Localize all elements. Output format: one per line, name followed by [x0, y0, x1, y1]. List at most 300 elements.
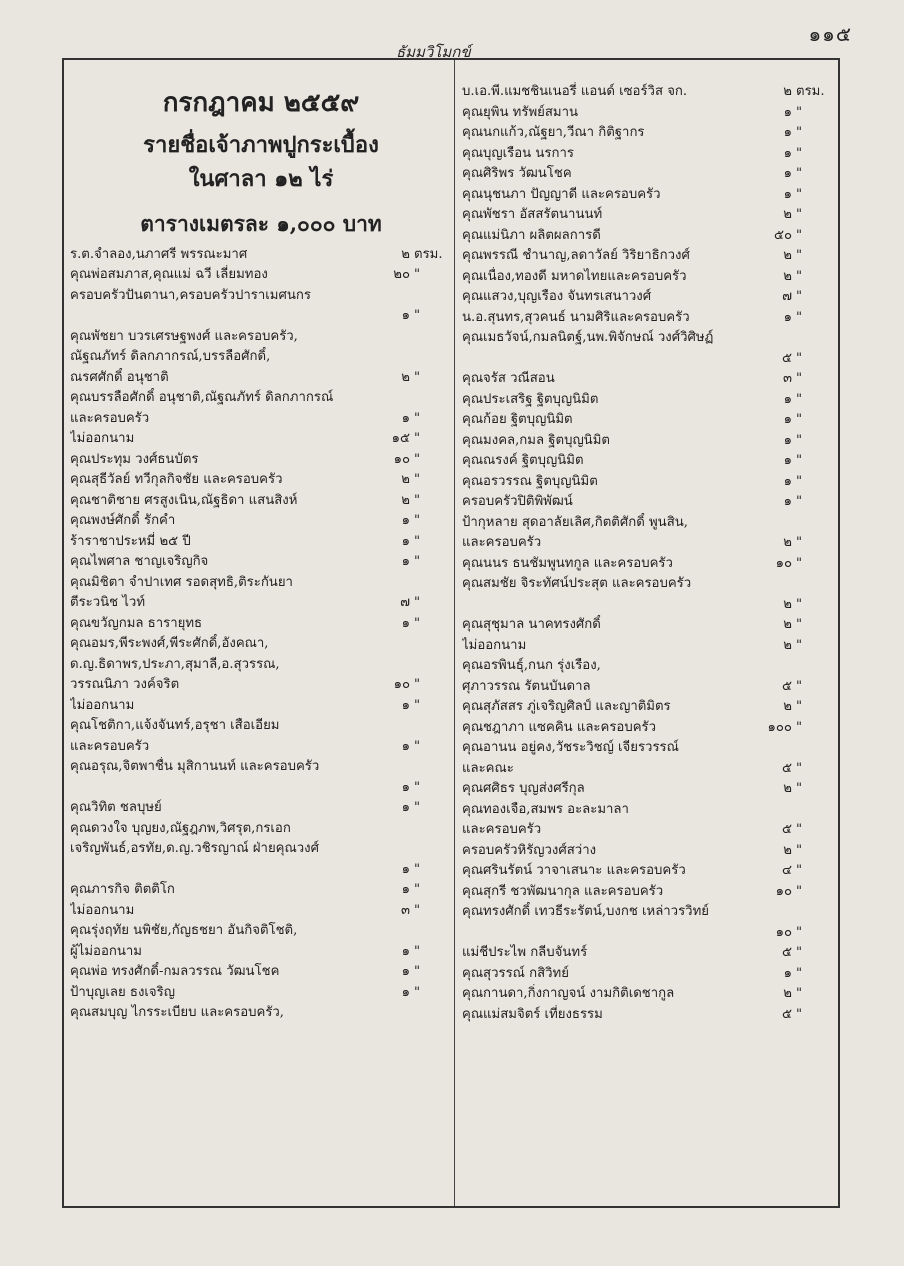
donor-unit: " [414, 492, 421, 508]
donor-amount: ๑๐ [393, 451, 410, 467]
donor-name: ครอบครัวหิรัญวงศ์สว่าง [462, 842, 597, 858]
donor-unit: ตรม. [414, 246, 443, 262]
donor-unit: " [796, 494, 803, 509]
donor-name: คุณกานดา,กิ่งกาญจน์ งามกิติเดชากูล [462, 986, 675, 1001]
donor-entry [70, 696, 452, 717]
donor-unit: " [414, 431, 421, 447]
donor-unit: " [796, 596, 803, 612]
donor-name: ป้ากุหลาย สุดอาลัยเลิศ,กิตติศักดิ์ พูนสิน, [462, 514, 688, 530]
donor-entry [462, 205, 834, 226]
donor-entry [462, 759, 834, 780]
donor-unit: " [796, 719, 803, 735]
donor-entry [70, 634, 452, 655]
donor-name: ณรศศักดิ์ อนุชาติ [70, 369, 169, 385]
donor-unit: " [414, 451, 421, 467]
donor-amount: ๗ [400, 595, 410, 611]
donor-name: คุณนกแก้ว,ณัฐยา,วีณา กิติฐากร [462, 125, 645, 140]
donor-name: ไม่ออกนาม [70, 697, 135, 713]
donor-amount: ๑ [401, 308, 410, 324]
donor-unit: " [414, 554, 421, 570]
donor-name: คุณแม่นิภา ผลิตผลการดี [462, 227, 601, 243]
donor-entry [70, 901, 452, 922]
donor-entry [70, 429, 452, 450]
donor-entry [462, 287, 834, 308]
donor-entry [462, 246, 834, 267]
donor-entry [462, 841, 834, 862]
donor-name: คุณบรรลือศักดิ์ อนุชาติ,ณัฐณภัทร์ ดิลกภากรณ์ [70, 390, 334, 406]
donor-unit: " [796, 473, 803, 489]
donor-amount: ๓ [782, 371, 792, 386]
donor-unit: " [796, 637, 803, 653]
running-header: ธัมมวิโมกข์ [396, 43, 471, 61]
donor-unit: " [414, 984, 421, 1000]
donor-entry [462, 185, 834, 206]
donor-name: คุณขวัญกมล ธารายุทธ [70, 615, 203, 631]
donor-entry [462, 164, 834, 185]
donor-entry [462, 492, 834, 513]
donor-name: ครอบครัวปิติพิพัฒน์ [462, 494, 573, 509]
donor-name: คุณก้อย ฐิตบุญนิมิต [462, 412, 573, 427]
donor-amount: ๒ [401, 492, 410, 508]
donor-entry [70, 757, 452, 778]
donor-entry [70, 450, 452, 471]
donor-name: คุณเนื่อง,ทองดี มหาดไทยและครอบครัว [462, 268, 687, 284]
donor-name: คุณอรพินธุ์,กนก รุ่งเรือง, [462, 658, 601, 673]
donor-unit: " [414, 861, 421, 877]
donor-list-frame [62, 58, 840, 1208]
donor-unit: " [414, 410, 421, 426]
donor-entry [70, 962, 452, 983]
donor-entry [462, 472, 834, 493]
donor-name: คุณโชติกา,แจ้งจันทร์,อรุชา เสือเอียม [70, 718, 280, 734]
donor-entry [70, 778, 452, 799]
donor-name: คุณภารกิจ ติตติโก [70, 882, 175, 898]
donor-name: คุณประเสริฐ ฐิตบุญนิมิต [462, 391, 599, 407]
donor-amount: ๑๐ [775, 883, 792, 899]
donor-amount: ๑ [783, 432, 792, 448]
donor-unit: " [796, 289, 803, 304]
donor-entry [70, 491, 452, 512]
donor-name: ป้าบุญเลย ธงเจริญ [70, 984, 175, 1000]
donor-amount: ๒ [401, 472, 410, 488]
donor-name: ผู้ไม่ออกนาม [70, 943, 142, 959]
donor-name: และครอบครัว [70, 738, 150, 754]
donor-name: คุณสุกรี ชวพัฒนากุล และครอบครัว [462, 883, 664, 899]
donor-amount: ๕ [782, 822, 792, 837]
donor-unit: " [414, 677, 421, 693]
donor-entry [70, 245, 452, 266]
right-donor-list [462, 82, 834, 1025]
left-donor-list [70, 245, 452, 1024]
donor-amount: ๗ [782, 289, 792, 304]
donor-amount: ๒ [783, 596, 792, 612]
donor-name: คุณพงษ์ศักดิ์ รักคำ [70, 513, 176, 529]
donor-amount: ๒ [783, 637, 792, 653]
donor-amount: ๒ [783, 535, 792, 550]
donor-amount: ๑ [401, 984, 410, 1000]
donor-amount: ๑ [783, 494, 792, 509]
donor-entry [462, 82, 834, 103]
donor-entry [462, 779, 834, 800]
donor-unit: ตรม. [796, 84, 825, 99]
donor-entry [462, 882, 834, 903]
donor-unit: " [414, 533, 421, 549]
donor-amount: ๕ [782, 760, 792, 776]
donor-name: คุณศิริพร วัฒนโชค [462, 166, 572, 181]
donor-entry [70, 327, 452, 348]
donor-name: คุณนนร ธนชัมพูนทกูล และครอบครัว [462, 555, 673, 571]
donor-entry [70, 552, 452, 573]
donor-unit: " [796, 145, 803, 161]
donor-unit: " [796, 125, 803, 140]
donor-entry [462, 595, 834, 616]
donor-name: ครอบครัวปันตานา,ครอบครัวปาราเมศนกร [70, 287, 311, 303]
donor-amount: ๑๐ [393, 677, 410, 693]
donor-name: น.อ.สุนทร,สุวคนธ์ นามศิริและครอบครัว [462, 309, 690, 325]
month-title: กรกฎาคม ๒๕๕๙ [162, 88, 360, 118]
donor-amount: ๒๐ [393, 267, 410, 283]
donor-entry [462, 677, 834, 698]
donor-entry [70, 860, 452, 881]
donor-unit: " [414, 308, 421, 324]
donor-entry [462, 410, 834, 431]
donor-unit: " [796, 883, 803, 899]
donor-name: คุณเมธวัจน์,กมลนิตฐ์,นพ.พิจักษณ์ วงศ์วิศิษฏ์ [462, 330, 714, 345]
donor-name: ไม่ออกนาม [70, 431, 135, 447]
donor-entry [462, 554, 834, 575]
donor-amount: ๑ [401, 513, 410, 529]
donor-amount: ๕ [782, 945, 792, 960]
donor-amount: ๒ [783, 842, 792, 858]
donor-entry [462, 1005, 834, 1026]
donor-amount: ๑ [783, 104, 792, 120]
donor-unit: " [414, 513, 421, 529]
donor-unit: " [796, 309, 803, 325]
donor-amount: ๒ [783, 268, 792, 284]
donor-amount: ๒ [783, 84, 792, 99]
donor-name: ศุภาวรรณ รัตนบันดาล [462, 678, 591, 694]
donor-amount: ๒ [783, 986, 792, 1001]
donor-amount: ๑ [783, 965, 792, 981]
donor-entry [462, 308, 834, 329]
donor-amount: ๒ [783, 617, 792, 632]
donor-entry [70, 306, 452, 327]
donor-name: เจริญพันธ์,อรทัย,ด.ญ.วชิรญาณ์ ฝ่ายคุณวงศ์ [70, 841, 319, 857]
donor-name: คุณไพศาล ชาญเจริญกิจ [70, 554, 209, 570]
donor-entry [462, 574, 834, 595]
donor-unit: " [414, 800, 421, 816]
donor-entry [462, 697, 834, 718]
donor-unit: " [796, 535, 803, 550]
donor-name: และครอบครัว [70, 410, 150, 426]
donor-entry [462, 431, 834, 452]
donor-unit: " [796, 412, 803, 427]
donor-name: และครอบครัว [462, 822, 542, 837]
donor-entry [462, 533, 834, 554]
donor-entry [70, 409, 452, 430]
donor-entry [70, 880, 452, 901]
donor-entry [462, 123, 834, 144]
donor-unit: " [796, 986, 803, 1001]
donor-amount: ๒ [401, 246, 410, 262]
donor-amount: ๑ [783, 125, 792, 140]
donor-amount: ๑๐ [775, 555, 792, 571]
donor-entry [70, 839, 452, 860]
donor-entry [462, 943, 834, 964]
donor-amount: ๑ [783, 453, 792, 468]
right-column [462, 60, 834, 1025]
donor-entry [462, 615, 834, 636]
donor-amount: ๑ [783, 473, 792, 489]
donor-name: คุณพัชรา อัสสรัตนานนท์ [462, 207, 603, 222]
donor-amount: ๒ [783, 207, 792, 222]
donor-entry [70, 798, 452, 819]
donor-unit: " [796, 207, 803, 222]
donor-unit: " [414, 595, 421, 611]
donor-unit: " [796, 822, 803, 837]
donor-name: บ.เอ.พี.แมชชินเนอรี่ แอนด์ เซอร์วิส จก. [462, 84, 688, 99]
donor-name: คุณสมบุญ ไกรระเบียบ และครอบครัว, [70, 1005, 284, 1021]
donor-unit: " [414, 267, 421, 283]
donor-name: ไม่ออกนาม [462, 637, 527, 653]
donor-amount: ๕ [782, 678, 792, 694]
donor-amount: ๒ [783, 781, 792, 796]
donor-unit: " [796, 432, 803, 448]
donor-entry [70, 983, 452, 1004]
donor-name: คุณอานน อยู่คง,วัชระวิชญ์ เจียรวรรณ์ [462, 740, 679, 755]
donor-amount: ๑ [401, 882, 410, 898]
donor-name: คุณชาติชาย ศรสูงเนิน,ณัฐธิดา แสนสิงห์ [70, 492, 298, 508]
rate-title: ตารางเมตรละ ๑,๐๐๐ บาท [140, 211, 382, 237]
column-divider [454, 60, 455, 1206]
donor-name: คุณประทุม วงศ์ธนบัตร [70, 451, 199, 467]
left-column [70, 60, 452, 1024]
donor-name: คุณพ่อ ทรงศักดิ์-กมลวรรณ วัฒนโชค [70, 964, 280, 980]
donor-entry [462, 513, 834, 534]
donor-name: คุณแสวง,บุญเรือง จันทรเสนาวงศ์ [462, 289, 652, 304]
donor-entry [462, 820, 834, 841]
donor-entry [462, 984, 834, 1005]
donor-unit: " [796, 186, 803, 202]
donor-amount: ๑ [401, 738, 410, 754]
donor-unit: " [796, 350, 803, 366]
donor-entry [70, 716, 452, 737]
donor-unit: " [796, 268, 803, 284]
donor-name: คุณสุชุมาล นาคทรงศักดิ์ [462, 617, 601, 632]
donor-unit: " [796, 678, 803, 694]
donor-unit: " [414, 943, 421, 959]
donor-amount: ๑ [401, 554, 410, 570]
donor-unit: " [796, 945, 803, 960]
donor-entry [70, 573, 452, 594]
donor-entry [70, 511, 452, 532]
donor-unit: " [796, 924, 803, 940]
donor-name: คุณมงคล,กมล ฐิตบุญนิมิต [462, 432, 610, 448]
donor-unit: " [796, 166, 803, 181]
donor-entry [462, 800, 834, 821]
donor-name: ร้าราชาประหมี่ ๒๕ ปี [70, 533, 191, 549]
donor-entry [70, 347, 452, 368]
donor-entry [462, 349, 834, 370]
donor-name: ตีระวนิช ไวท์ [70, 595, 146, 611]
donor-entry [462, 738, 834, 759]
donor-entry [70, 470, 452, 491]
donor-name: คุณสุธีวัลย์ ทวีกุลกิจชัย และครอบครัว [70, 472, 283, 488]
donor-amount: ๒ [401, 369, 410, 385]
donor-name: คุณทองเจือ,สมพร อะละมาลา [462, 801, 629, 817]
donor-entry [462, 103, 834, 124]
donor-unit: " [796, 555, 803, 571]
donor-entry [462, 267, 834, 288]
donor-unit: " [414, 882, 421, 898]
donor-name: คุณพ่อสมภาส,คุณแม่ ฉวี เลี่ยมทอง [70, 267, 268, 283]
donor-entry [462, 718, 834, 739]
donor-unit: " [796, 863, 803, 878]
list-title: รายชื่อเจ้าภาพปูกระเบื้อง [143, 132, 379, 159]
donor-entry [462, 656, 834, 677]
donor-name: คุณศรินรัตน์ วาจาเสนาะ และครอบครัว [462, 863, 686, 878]
donor-unit: " [414, 472, 421, 488]
donor-name: คุณพัชยา บวรเศรษฐพงศ์ และครอบครัว, [70, 328, 298, 344]
donor-amount: ๑ [783, 309, 792, 325]
page-number: ๑๑๕ [808, 22, 852, 46]
donor-unit: " [796, 781, 803, 796]
donor-amount: ๓ [400, 902, 410, 918]
donor-name: คุณบุญเรือน นรการ [462, 145, 574, 161]
donor-entry [70, 1003, 452, 1024]
donor-entry [70, 368, 452, 389]
donor-amount: ๕ [782, 350, 792, 366]
donor-entry [70, 286, 452, 307]
donor-amount: ๔ [782, 863, 792, 878]
donor-amount: ๑ [783, 145, 792, 161]
donor-amount: ๑ [783, 412, 792, 427]
donor-unit: " [414, 779, 421, 795]
donor-name: คุณรุ่งฤทัย นพิชัย,กัญธชยา อันกิจติโชติ, [70, 923, 298, 939]
donor-name: คุณทรงศักดิ์ เทวธีระรัตน์,บงกช เหล่าวรวิทย์ [462, 904, 709, 919]
donor-unit: " [796, 965, 803, 981]
donor-entry [70, 593, 452, 614]
donor-entry [462, 923, 834, 944]
donor-entry [462, 369, 834, 390]
donor-amount: ๕๐ [773, 227, 792, 243]
donor-entry [462, 390, 834, 411]
donor-amount: ๑๕ [391, 431, 410, 447]
donor-name: และครอบครัว [462, 535, 542, 550]
donor-name: ไม่ออกนาม [70, 902, 135, 918]
donor-unit: " [414, 738, 421, 754]
donor-name: และคณะ [462, 760, 514, 776]
donor-entry [462, 964, 834, 985]
donor-entry [462, 328, 834, 349]
donor-amount: ๑ [401, 800, 410, 816]
donor-name: ณัฐณภัทร์ ดิลกภากรณ์,บรรลือศักดิ์, [70, 349, 271, 365]
donor-entry [462, 902, 834, 923]
donor-name: คุณสมชัย จิระทัศน์ประสุต และครอบครัว [462, 576, 692, 591]
donor-unit: " [414, 369, 421, 385]
donor-unit: " [796, 699, 803, 714]
donor-unit: " [796, 104, 803, 120]
donor-name: แม่ชีประไพ กลีบจันทร์ [462, 945, 588, 960]
donor-entry [70, 614, 452, 635]
donor-name: คุณอรวรรณ ฐิตบุญนิมิต [462, 473, 598, 489]
donor-amount: ๑ [401, 964, 410, 980]
donor-name: คุณจรัส วณีสอน [462, 371, 555, 386]
donor-entry [70, 388, 452, 409]
donor-entry [462, 226, 834, 247]
donor-unit: " [796, 617, 803, 632]
donor-entry [70, 655, 452, 676]
donor-name: คุณดวงใจ บุญยง,ณัฐฎภพ,วิศรุต,กรเอก [70, 820, 291, 836]
donor-entry [70, 819, 452, 840]
donor-entry [70, 265, 452, 286]
donor-amount: ๑ [401, 779, 410, 795]
donor-amount: ๑ [783, 166, 792, 181]
donor-amount: ๑ [401, 697, 410, 713]
donor-amount: ๑ [401, 615, 410, 631]
donor-entry [462, 636, 834, 657]
donor-name: คุณยุพิน ทรัพย์สมาน [462, 104, 579, 120]
donor-entry [70, 942, 452, 963]
donor-name: คุณศศิธร บุญส่งศรีกุล [462, 781, 585, 796]
donor-unit: " [796, 391, 803, 407]
donor-unit: " [414, 902, 421, 918]
donor-entry [462, 451, 834, 472]
donor-name: คุณชฎาภา แซคคิน และครอบครัว [462, 719, 657, 735]
donor-unit: " [796, 1006, 803, 1022]
donor-unit: " [414, 615, 421, 631]
donor-name: วรรณนิภา วงค์จริต [70, 677, 180, 693]
donor-name: คุณพรรณี ชำนาญ,ลดาวัลย์ วิริยาธิกวงศ์ [462, 248, 690, 263]
donor-amount: ๑ [401, 410, 410, 426]
donor-entry [70, 921, 452, 942]
donor-entry [70, 737, 452, 758]
donor-name: ร.ต.จำลอง,นภาศรี พรรณะมาศ [70, 246, 248, 262]
donor-name: คุณแม่สมจิตร์ เที่ยงธรรม [462, 1006, 603, 1022]
donor-amount: ๒ [783, 699, 792, 714]
donor-name: คุณนุชนภา ปัญญาดี และครอบครัว [462, 186, 661, 202]
donor-name: คุณสุภัสสร ภู่เจริญศิลป์ และญาติมิตร [462, 699, 671, 714]
donor-entry [70, 675, 452, 696]
donor-name: คุณวิทิต ชลบุษย์ [70, 800, 162, 816]
location-title: ในศาลา ๑๒ ไร่ [188, 165, 334, 192]
donor-amount: ๑ [401, 943, 410, 959]
donor-entry [462, 144, 834, 165]
donor-name: คุณณรงค์ ฐิตบุญนิมิต [462, 453, 584, 468]
donor-unit: " [796, 760, 803, 776]
donor-unit: " [414, 697, 421, 713]
donor-name: คุณมิชิตา จำปาเทศ รอดสุทธิ,ติระกันยา [70, 574, 293, 590]
donor-amount: ๒ [783, 248, 792, 263]
donor-amount: ๑ [783, 186, 792, 202]
donor-entry [70, 532, 452, 553]
donor-amount: ๑ [783, 391, 792, 407]
donor-entry [462, 861, 834, 882]
donor-amount: ๑ [401, 861, 410, 877]
donor-unit: " [796, 227, 803, 243]
donor-amount: ๕ [782, 1006, 792, 1022]
donor-unit: " [796, 371, 803, 386]
donor-name: คุณสุวรรณ์ กสิวิทย์ [462, 965, 569, 981]
donor-name: ด.ญ.ธิดาพร,ประภา,สุมาลี,อ.สุวรรณ, [70, 656, 280, 672]
donor-amount: ๑๐๐ [767, 719, 792, 735]
donor-unit: " [796, 453, 803, 468]
donor-unit: " [796, 842, 803, 858]
donor-amount: ๑ [401, 533, 410, 549]
donor-unit: " [414, 964, 421, 980]
donor-name: คุณอมร,พีระพงศ์,พีระศักดิ์,อังคณา, [70, 636, 269, 652]
donor-name: คุณอรุณ,จิตพาชื่น มุสิกานนท์ และครอบครัว [70, 759, 320, 775]
